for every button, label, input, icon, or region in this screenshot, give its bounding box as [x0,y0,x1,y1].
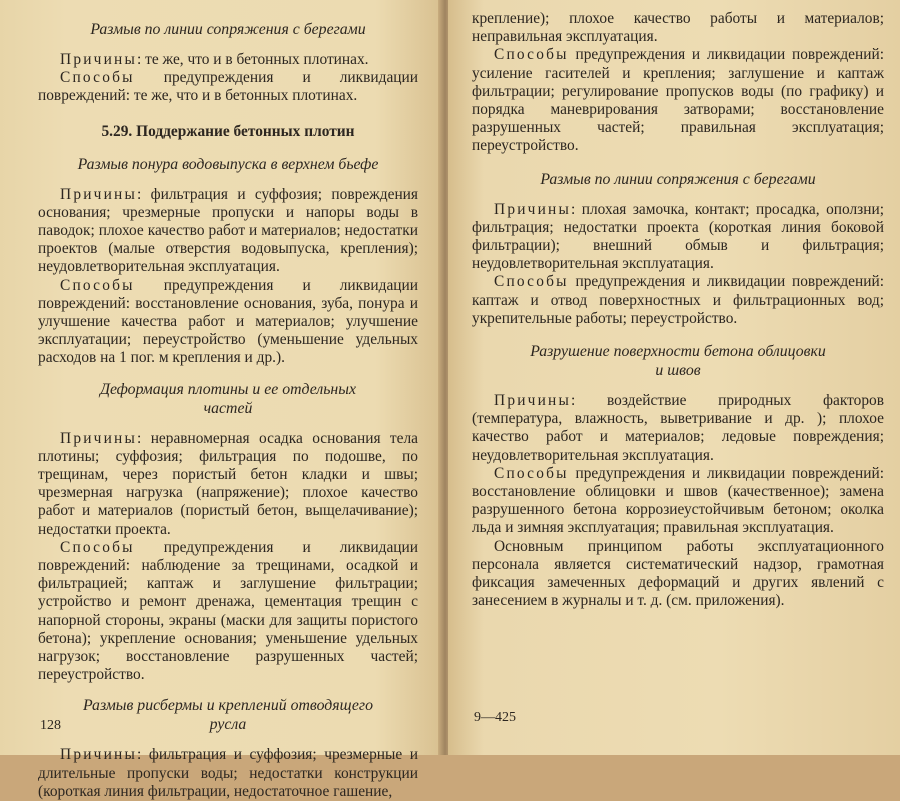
paragraph-methods [38,539,418,685]
signature-mark: 9—425 [474,710,516,725]
heading-line: Размыв рисбермы и креплений отводящего [83,697,373,715]
paragraph-methods [472,46,884,155]
label-causes: Причины [60,51,138,68]
causes-text: : воздействие природных факторов (температура, влажность, выветривание и др. ); плохое качество работ и материалов; ледовые повреждения; неудовлетворительная эксплуатация. [472,392,884,464]
label-methods: Способы [60,69,135,87]
causes-text: : плохая замочка, контакт; просадка, оползни; фильтрация; недостатки проекта (короткая линия боковой фильтрации); внешний обмыв и фильтрация; неудовлетворительная эксплуатация. [472,200,884,273]
section-title: 5.29. Поддержание бетонных плотин [101,122,355,140]
heading-bank-erosion-concrete: Размыв по линии сопряжения с берегами [90,21,366,38]
label-causes: Причины [60,429,138,447]
methods-text: предупреждения и ликвидации повреждений: усиление гасителей и крепления; заглушение и каптаж фильтрации; регулирование пропусков воды (по графику) и порядка маневрирования затворами; восстановление разрушенных частей; правильная эксплуатация; переустройство. [472,46,884,155]
label-methods: Способы [494,273,569,291]
heading-line: Разрушение поверхности бетона облицовки [530,343,826,361]
label-methods: Способы [494,464,569,482]
paragraph-methods [472,465,884,538]
paragraph-causes [38,51,418,69]
label-causes: Причины [60,185,138,203]
paragraph-methods [38,277,418,368]
paragraph-causes [472,392,884,465]
causes-text: : те же, что и в бетонных плотинах. [137,51,369,68]
paragraph-methods [472,273,884,328]
label-methods: Способы [60,276,135,294]
left-page [0,0,442,800]
label-methods: Способы [494,46,569,64]
methods-text: предупреждения и ликвидации повреждений: восстановление основания, зуба, понура и улучшение качества работ и материалов; улучшение эксплуатации; переустройство (уменьшение удельных расходов на 1 пог. м крепления и др.). [38,276,418,367]
label-methods: Способы [60,538,135,556]
label-causes: Причины [494,392,572,410]
paragraph-causes [38,430,418,539]
heading-apron-scour [38,696,418,734]
causes-text: : фильтрация и суффозия; чрезмерные и длительные пропуски воды; недостатки конструкции (короткая линия фильтрации, недостаточное гашение, [38,746,418,800]
paragraph-methods [38,69,418,105]
label-causes: Причины [494,200,572,218]
causes-text: : фильтрация и суффозия; повреждения основания; чрезмерные пропуски и напоры воды в паводок; плохое качество работ и материалов; недостатки проектов (малые отверстия водовыпуска, крепления); неудовлетворительная эксплуатация. [38,185,418,276]
closing-paragraph: Основным принципом работы эксплуатационного персонала является систематический надзор, грамотная фиксация замеченных деформаций и других явлений с занесением в журналы и т. д. (см. приложения). [472,537,884,610]
paragraph-causes [38,186,418,277]
methods-text: предупреждения и ликвидации повреждений: восстановление облицовки и швов (качественное); замена разрушенного бетона коррозиеустойчивым бетоном; околка льда и зимняя эксплуатация; правильная эксплуатация. [472,464,884,537]
heading-facing-destruction [472,342,884,380]
right-page [448,0,900,755]
heading-line: частей [203,399,253,417]
heading-dam-deformation [38,380,418,418]
paragraph-causes [472,201,884,274]
methods-text: предупреждения и ликвидации повреждений: те же, что и в бетонных плотинах. [38,69,418,105]
heading-bank-erosion: Размыв по линии сопряжения с берегами [540,170,816,188]
heading-line: и швов [655,362,701,380]
label-causes: Причины [60,746,138,764]
heading-line: русла [209,716,247,734]
methods-text: предупреждения и ликвидации повреждений: каптаж и отвод поверхностных и фильтрационных вод; укрепительные работы; переустройство. [472,273,884,327]
methods-text: предупреждения и ликвидации повреждений: наблюдение за трещинами, осадкой и фильтрацией; каптаж и заглушение фильтрации; устройство и ремонт дренажа, цементация трещин с напорной стороны, экраны (маски для защиты пористого бетона); укрепление основания; уменьшение удельных нагрузок; восстановление разрушенных частей; переустройство. [38,538,418,684]
continuation-text: крепление); плохое качество работы и материалов; неправильная эксплуатация. [472,10,884,46]
heading-line: Деформация плотины и ее отдельных [100,380,356,398]
page-number: 128 [40,718,61,733]
heading-apron-erosion: Размыв понура водовыпуска в верхнем бьефе [77,155,379,173]
causes-text: : неравномерная осадка основания тела плотины; суффозия; фильтрация по подошве, по трещинам, через пористый бетон кладки и швы; чрезмерная нагрузка (напряжение); плохое качество работ и материалов (пористый бетон, выщелачивание); недостатки проекта. [38,429,418,538]
